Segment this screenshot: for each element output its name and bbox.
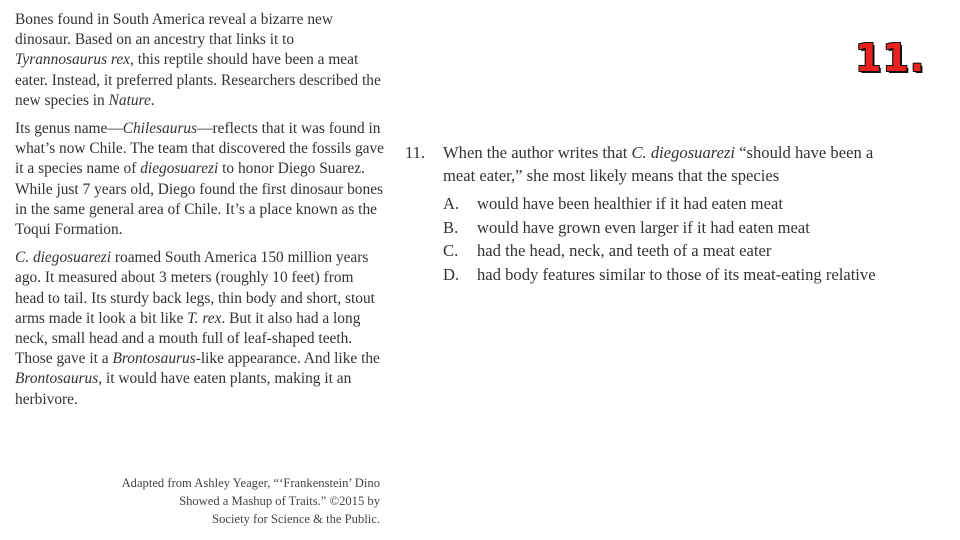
text-run: “should have been a meat eater,” she most likely means that the species [443, 143, 874, 185]
passage-paragraph-2 [15, 119, 385, 240]
text-run: —reflects that it was found in what’s now Chile. The team that discovered the fossils gave it a species name of [15, 120, 385, 178]
text-run: Bones found in South America reveal a bizarre new dinosaur. Based on an ancestry that links it to [15, 11, 333, 49]
source-credit [60, 474, 380, 528]
text-run: -like appearance. And like the [195, 350, 380, 368]
text-run: . [150, 91, 155, 109]
option-text: had body features similar to those of its meat-eating relative [477, 264, 876, 284]
text-run: roamed South America 150 million years ago. It measured about 3 meters (roughly 10 feet) from head to tail. Its sturdy back legs, thin body and short, stout arms made it look a bit like [15, 249, 375, 327]
italic-term: diegosuarezi [140, 160, 219, 178]
answer-option-a [443, 192, 905, 216]
slide-number: 11. [855, 36, 926, 80]
italic-term: Chilesaurus [122, 120, 198, 138]
question-stem [443, 142, 905, 187]
passage-paragraph-1 [15, 10, 385, 111]
question-number: 11. [405, 143, 426, 162]
italic-term: Brontosaurus [15, 370, 99, 388]
italic-term: C. diegosuarezi [15, 249, 112, 267]
text-run: , this reptile should have been a meat eater. Instead, it preferred plants. Researchers described the new species in [15, 51, 381, 109]
option-text: would have grown even larger if it had eaten meat [477, 217, 810, 237]
answer-option-d [443, 263, 905, 287]
option-letter: A. [443, 194, 460, 214]
answer-option-b [443, 216, 905, 240]
credit-line: Showed a Mashup of Traits.” ©2015 by [179, 494, 380, 508]
text-run: . But it also had a long neck, small head and a mouth full of leaf-shaped teeth. Those gave it a [15, 309, 361, 368]
answer-option-c [443, 239, 905, 263]
option-letter: B. [443, 217, 459, 237]
credit-line: Adapted from Ashley Yeager, “‘Frankenstein’ Dino [121, 476, 380, 490]
credit-line: Society for Science & the Public. [212, 512, 380, 526]
text-run: , it would have eaten plants, making it an herbivore. [15, 370, 352, 408]
question-block [405, 142, 905, 287]
text-run: When the author writes that [443, 143, 632, 162]
option-letter: C. [443, 241, 459, 261]
italic-term: Brontosaurus [112, 350, 196, 368]
text-run: to honor Diego Suarez. While just 7 years old, Diego found the first dinosaur bones in the same general area of Chile. It’s a place known as the Toqui Formation. [15, 160, 384, 239]
question-stem-row [405, 142, 905, 187]
italic-term: Tyrannosaurus rex [15, 51, 131, 69]
passage-paragraph-3 [15, 248, 385, 410]
italic-term: C. diegosuarezi [631, 143, 736, 162]
text-run: Its genus name— [15, 120, 123, 138]
answer-options [443, 192, 905, 286]
italic-term: Nature [108, 91, 151, 109]
option-text: had the head, neck, and teeth of a meat eater [477, 241, 772, 261]
italic-term: T. rex [187, 309, 222, 327]
option-letter: D. [443, 264, 460, 284]
reading-passage [15, 10, 385, 418]
option-text: would have been healthier if it had eaten meat [477, 194, 783, 214]
